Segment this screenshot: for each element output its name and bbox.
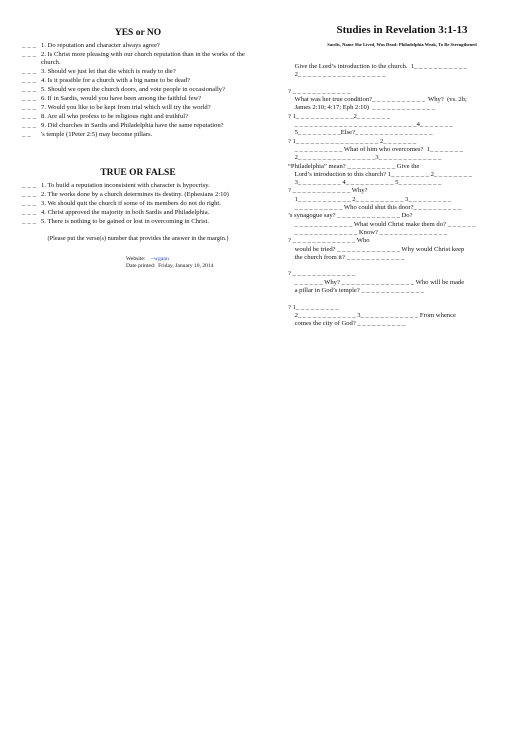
answer-blank[interactable]: _ _ _ [22,104,37,112]
question-text: 1. Do reputation and character always agree? [41,42,160,49]
question-line: would be tried? _ _ _ _ _ _ _ _ _ _ _ _ _ Why would Christ keep [288,245,465,253]
question-line: the church from it? _ _ _ _ _ _ _ _ _ _ _ _ [288,253,405,261]
footer-meta [22,256,254,271]
answer-blank[interactable]: _ _ [22,131,31,139]
answer-blank[interactable]: _ _ _ [22,42,37,49]
answer-blank[interactable]: _ _ _ [22,51,37,58]
question-line: _ _ _ _ _ _ _ _ _ _ Who could shut this door?_ _ _ _ _ _ _ _ _ _ [288,204,462,212]
true-false-item [22,200,254,208]
website-link[interactable]: ~wgann [151,255,169,262]
question-line: ? 1_ _ _ _ _ _ _ _ _ _ _ _2_ _ _ _ _ _ _ [288,112,390,120]
question-line: ? 1_ _ _ _ _ _ _ _ _ _ _ _ _ _ _ _ _ 2_ _ _ _ _ _ _ [288,137,417,145]
yes-no-item [22,113,254,121]
question-lines [288,63,516,329]
question-line: ’s synagogue say? _ _ _ _ _ _ _ _ _ _ _ _ _ Do? [288,212,413,220]
question-line: Lord’s introduction to this church? 1_ _ _ _ _ _ _ _ 2_ _ _ _ _ _ _ _ [288,170,472,178]
question-line: ? _ _ _ _ _ _ _ _ _ _ _ _ [288,87,351,95]
question-line: ? 1_ _ _ _ _ _ _ _ _ [288,303,339,311]
website-label: Website: [126,255,146,262]
question-text: 2. Is Christ more pleasing with our church reputation than in the works of the church. [41,51,245,67]
question-text: 5. There is nothing to be gained or lost in overcoming in Christ. [41,218,209,226]
right-column [288,24,516,329]
date-line [126,263,254,270]
answer-blank[interactable]: _ _ _ [22,113,37,121]
question-line [288,80,516,88]
yes-no-list [22,42,254,140]
answer-blank[interactable]: _ _ _ [22,95,37,103]
answer-blank[interactable]: _ _ _ [22,77,37,85]
question-line: ? _ _ _ _ _ _ _ _ _ _ _ _ _ Who [288,237,370,245]
question-text: 7. Would you like to be kept from trial which will try the world? [41,104,211,112]
answer-blank[interactable]: _ _ _ [22,209,37,217]
answer-blank[interactable]: _ _ _ [22,182,37,190]
true-false-item [22,191,254,199]
yes-no-item [22,95,254,103]
question-text: 2. The works done by a church determines its destiny. (Ephesians 2:10) [41,191,229,199]
yes-no-item [22,104,254,112]
question-text: 3. We should quit the church if some of its members do not do right. [41,200,221,208]
yes-no-item [22,77,254,85]
yes-no-item [22,51,254,68]
answer-blank[interactable]: _ _ _ [22,200,37,208]
question-line: 2_ _ _ _ _ _ _ _ _ _ _ _ _ _ _ _3_ _ _ _ _ _ _ _ _ _ _ _ _ [288,154,442,162]
question-line: ? _ _ _ _ _ _ _ _ _ _ _ _ Why? [288,187,368,195]
question-line: James 2:10; 4:17; Eph 2:10) _ _ _ _ _ _ _ _ _ _ _ _ _ [288,104,435,112]
question-text: 1. To build a reputation inconsistent with character is hypocrisy. [41,182,210,190]
yes-no-item [22,122,254,130]
yes-no-item [22,68,254,76]
website-line [126,256,254,263]
question-text: 3. Should we just let that die which is ready to die? [41,68,176,76]
true-false-list [22,182,254,226]
question-line: “Philadelphia” mean? _ _ _ _ _ _ _ _ _ _ Give the [288,162,420,170]
date-value: Friday, January 10, 2014 [158,263,214,270]
question-line: 5_ _ _ _ _ _ _ _ _Else?_ _ _ _ _ _ _ _ _ _ _ _ _ _ _ _ [288,129,433,137]
yes-no-item [22,42,254,50]
question-line: ? _ _ _ _ _ _ _ _ _ _ _ _ _ [288,270,356,278]
question-text: 9. Did churches in Sardis and Philadelphia have the same reputation? [41,122,224,130]
yes-no-item [22,86,254,94]
yes-no-item [22,131,254,139]
question-line: 2_ _ _ _ _ _ _ _ _ _ _ _ 3_ _ _ _ _ _ _ _ _ _ _ _ From whence [288,311,456,319]
answer-blank[interactable]: _ _ _ [22,191,37,199]
question-line: What was her true condition?_ _ _ _ _ _ _ _ _ _ _ Why? (vs. 2b; [288,96,467,104]
question-text: 8. Are all who profess to be religious right and truthful? [41,113,189,121]
true-false-item [22,218,254,226]
question-line: 2_ _ _ _ _ _ _ _ _ _ _ _ _ _ _ _ _ _ [288,71,386,79]
question-text: 's temple (1Peter 2:5) may become pillars. [41,131,153,139]
question-line: _ _ _ _ _ _ _ _ _ _ What of him who overcomes? 1_ _ _ _ _ _ _ [288,145,463,153]
question-line: 1_ _ _ _ _ _ _ _ _ _ _ 2_ _ _ _ _ _ _ _ _ _ 3_ _ _ _ _ _ _ _ _ [288,195,452,203]
answer-blank[interactable]: _ _ _ [22,86,37,94]
instruction-note: (Please put the verse(s) number that provides the answer in the margin.) [47,234,229,242]
question-line: 3_ _ _ _ _ _ _ _ _ 4_ _ _ _ _ _ _ _ _ _ 5_ _ _ _ _ _ _ _ _ [288,179,442,187]
question-text: 6. If in Sardis, would you have been among the faithful few? [41,95,202,103]
question-line [288,262,516,270]
question-text: 5. Should we open the church doors, and vote people in occasionally? [41,86,226,94]
page-title: Studies in Revelation 3:1-13 [336,24,468,36]
question-line: comes the city of God? _ _ _ _ _ _ _ _ _ _ [288,320,406,328]
answer-blank[interactable]: _ _ _ [22,68,37,76]
question-line: Give the Lord’s introduction to the church. 1_ _ _ _ _ _ _ _ _ _ _ [288,63,467,70]
question-line: _ _ _ _ _ _ _ _ _ _ _ _ _ Know? _ _ _ _ _ _ _ _ _ _ _ _ _ _ [288,228,448,236]
true-false-item [22,209,254,217]
question-line: a pillar in God’s temple? _ _ _ _ _ _ _ _ _ _ _ _ _ [288,287,425,295]
question-line [288,295,516,303]
question-line: _ _ _ _ _ _ Why? _ _ _ _ _ _ _ _ _ _ _ _ _ _ _ Who will be made [288,278,465,286]
date-label: Date printed: [126,263,156,270]
true-false-heading: TRUE OR FALSE [100,168,176,179]
question-text: 4. Is it possible for a church with a big name to be dead? [41,77,191,85]
page-subtitle: Sardis, Name She Lived, Was Dead: Philadelphia Weak, To Be Strengthened [327,42,477,47]
question-line: _ _ _ _ _ _ _ _ _ _ _ _ _ _ _ _ _ _ _ _ _ _ _ _ _4_ _ _ _ _ _ _ [288,121,453,129]
question-line: _ _ _ _ _ _ _ _ _ _ _ _ What would Christ make them do? _ _ _ _ _ _ [288,220,476,228]
answer-blank[interactable]: _ _ _ [22,218,37,226]
answer-blank[interactable]: _ _ _ [22,122,37,130]
left-column [22,28,254,271]
yes-no-heading: YES or NO [114,28,162,38]
question-text: 4. Christ approved the majority in both Sardis and Philadelphia. [41,209,210,217]
true-false-item [22,182,254,190]
